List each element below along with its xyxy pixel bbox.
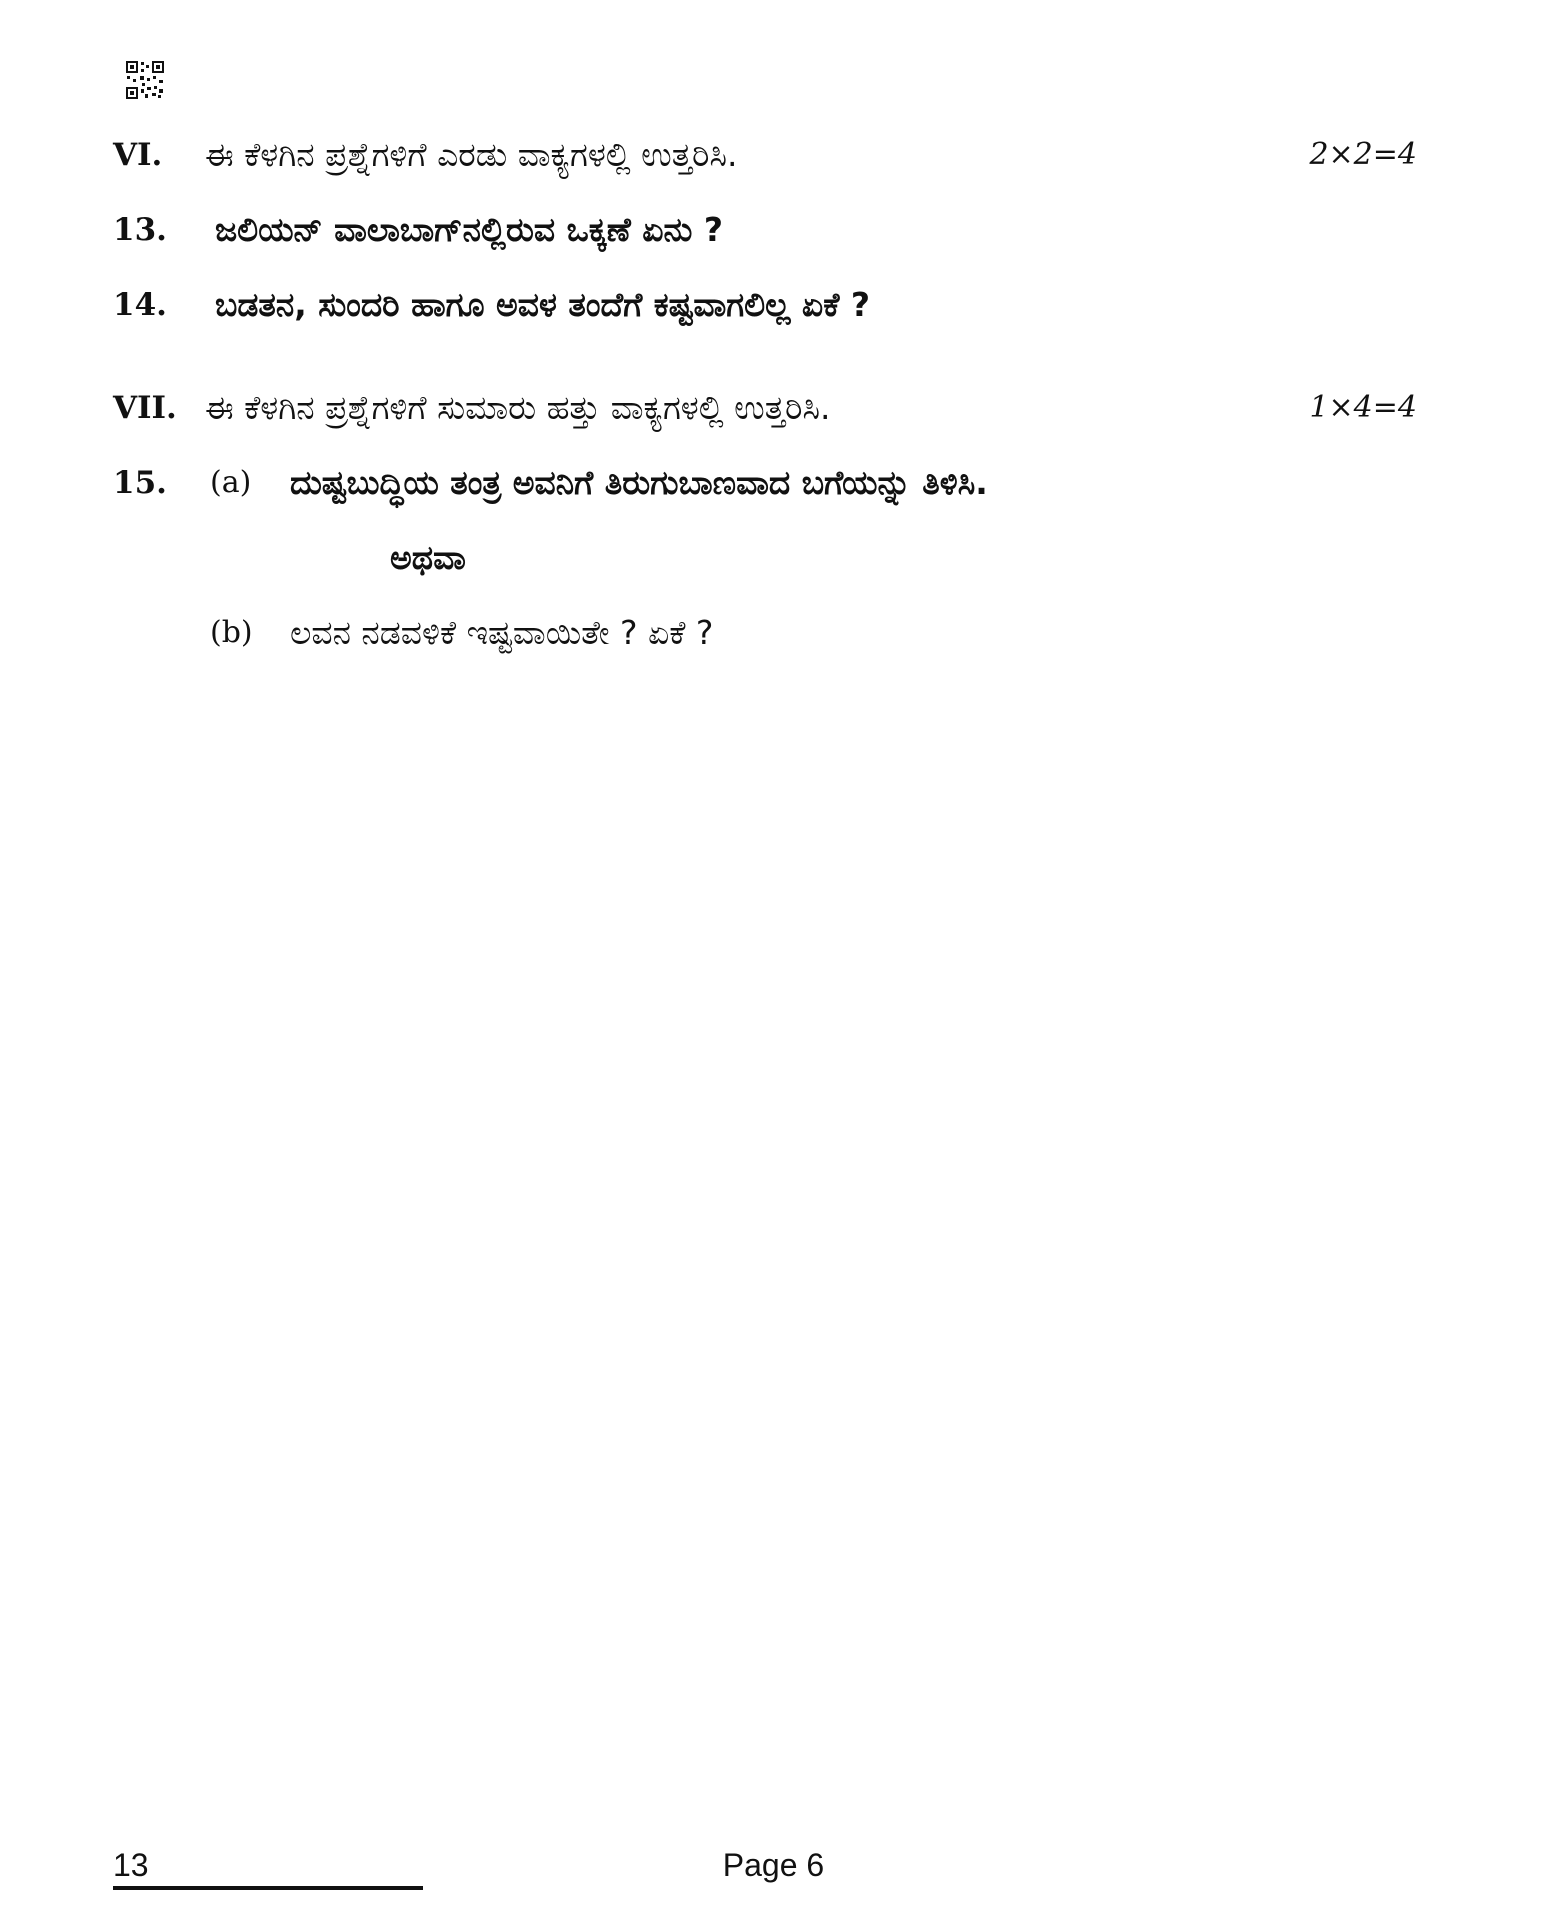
option-a-text: ದುಷ್ಟಬುದ್ಧಿಯ ತಂತ್ರ ಅವನಿಗೆ ತಿರುಗುಬಾಣವಾದ ಬಗೆಯನ್ನು ತಿಳಿಸಿ.	[290, 463, 988, 502]
page-number: Page 6	[722, 1847, 825, 1883]
question-number: 14.	[113, 287, 167, 323]
question-13	[0, 200, 1547, 260]
section-number: VII.	[113, 390, 177, 426]
or-text: ಅಥವಾ	[390, 538, 466, 577]
question-15-option-a	[0, 453, 1547, 513]
section-marks: 1×4=4	[1309, 390, 1417, 425]
option-b-text: ಲವನ ನಡವಳಿಕೆ ಇಷ್ಟವಾಯಿತೇ ? ಏಕೆ ?	[290, 613, 714, 652]
section-marks: 2×2=4	[1309, 137, 1417, 172]
question-15-or	[0, 528, 1547, 588]
question-15-option-b	[0, 603, 1547, 663]
section-instruction: ಈ ಕೆಳಗಿನ ಪ್ರಶ್ನೆಗಳಿಗೆ ಸುಮಾರು ಹತ್ತು ವಾಕ್ಯಗಳಲ್ಲಿ ಉತ್ತರಿಸಿ.	[205, 388, 831, 427]
section-instruction: ಈ ಕೆಳಗಿನ ಪ್ರಶ್ನೆಗಳಿಗೆ ಎರಡು ವಾಕ್ಯಗಳಲ್ಲಿ ಉತ್ತರಿಸಿ.	[205, 135, 738, 174]
question-text: ಬಡತನ, ಸುಂದರಿ ಹಾಗೂ ಅವಳ ತಂದೆಗೆ ಕಷ್ಟವಾಗಲಿಲ್ಲ ಏಕೆ ?	[215, 285, 871, 324]
footer-code: 13	[113, 1847, 149, 1883]
section-vi-header	[0, 125, 1547, 185]
footer-divider	[113, 1886, 423, 1890]
section-vii-header	[0, 378, 1547, 438]
question-number: 13.	[113, 212, 167, 248]
option-a-label: (a)	[210, 465, 252, 500]
question-text: ಜಲಿಯನ್ ವಾಲಾಬಾಗ್‌ನಲ್ಲಿರುವ ಒಕ್ಕಣೆ ಏನು ?	[215, 210, 724, 249]
option-b-label: (b)	[210, 615, 253, 650]
question-number: 15.	[113, 465, 167, 501]
qr-code-icon	[125, 60, 165, 100]
section-number: VI.	[113, 137, 163, 173]
question-14	[0, 275, 1547, 335]
